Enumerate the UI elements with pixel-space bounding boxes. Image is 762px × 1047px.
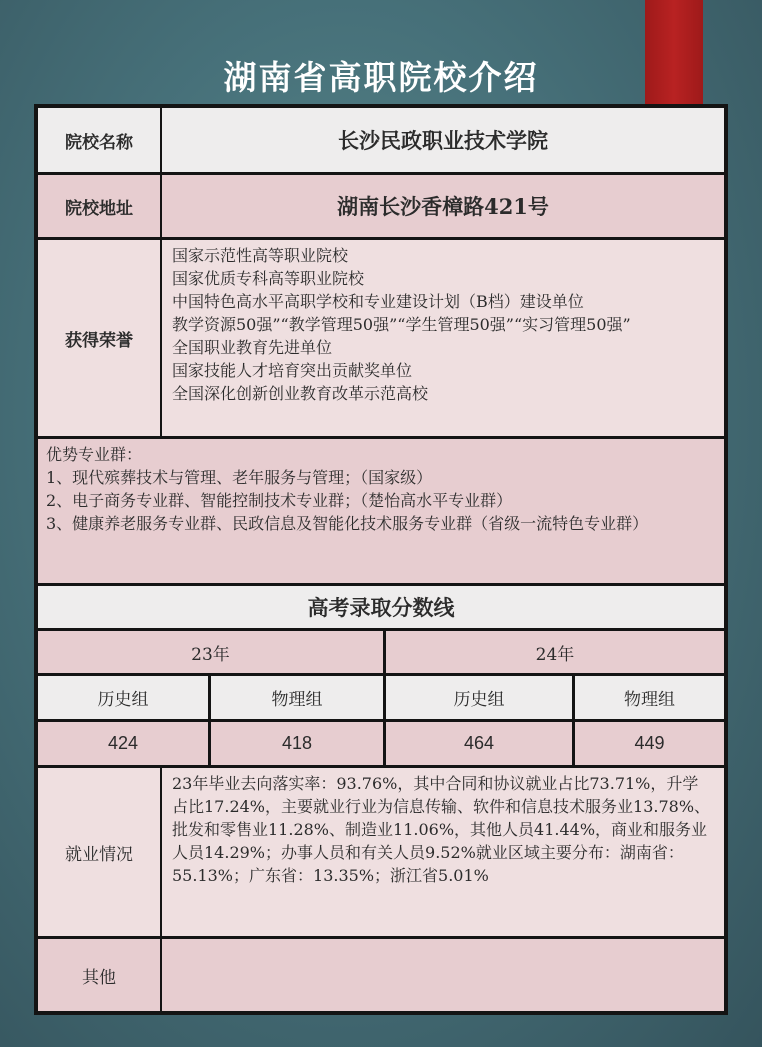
- score-value: 464: [386, 722, 572, 765]
- group-header: 物理组: [575, 676, 724, 719]
- score-value: 449: [575, 722, 724, 765]
- school-name-label: 院校名称: [38, 108, 160, 172]
- major-item: 1、现代殡葬技术与管理、老年服务与管理；（国家级）: [46, 468, 433, 487]
- year-header: 24年: [386, 631, 724, 673]
- honor-item: 全国职业教育先进单位: [172, 338, 333, 357]
- page-title: 湖南省高职院校介绍: [223, 58, 539, 97]
- majors-section: [38, 439, 724, 583]
- group-header: 物理组: [211, 676, 383, 719]
- group-header: 历史组: [386, 676, 572, 719]
- majors-heading: 优势专业群：: [46, 445, 143, 464]
- address-label: 院校地址: [38, 175, 160, 237]
- other-label: 其他: [38, 939, 160, 1011]
- score-value: 424: [38, 722, 208, 765]
- major-item: 2、电子商务专业群、智能控制技术专业群；（楚怡高水平专业群）: [46, 491, 513, 510]
- honors-list: [162, 240, 724, 436]
- school-info-table: [34, 104, 728, 1015]
- honor-item: 国家示范性高等职业院校: [172, 246, 349, 265]
- honor-item: 全国深化创新创业教育改革示范高校: [172, 384, 429, 403]
- school-name-value: 长沙民政职业技术学院: [162, 108, 724, 172]
- honors-label: 获得荣誉: [38, 240, 160, 436]
- group-header: 历史组: [38, 676, 208, 719]
- honor-item: 国家优质专科高等职业院校: [172, 269, 365, 288]
- score-value: 418: [211, 722, 383, 765]
- address-value: 湖南长沙香樟路421号: [162, 175, 724, 237]
- honor-item: 中国特色高水平高职学校和专业建设计划（B档）建设单位: [172, 292, 584, 311]
- scores-heading: 高考录取分数线: [38, 586, 724, 628]
- year-header: 23年: [38, 631, 383, 673]
- major-item: 3、健康养老服务专业群、民政信息及智能化技术服务专业群（省级一流特色专业群）: [46, 514, 649, 533]
- honor-item: 教学资源50强”“教学管理50强”“学生管理50强”“实习管理50强”: [172, 315, 631, 334]
- employment-text: 23年毕业去向落实率：93.76%，其中合同和协议就业占比73.71%，升学占比17.24%，主要就业行业为信息传输、软件和信息技术服务业13.78%、批发和零售业11.28%、制造业11.06%，其他人员41.44%，商业和服务业人员14.29%；办事人员和有关人员9.52%就业区域主要分布：湖南省：55.13%；广东省：13.35%；浙江省5.01%: [162, 768, 724, 936]
- employment-label: 就业情况: [38, 768, 160, 936]
- honor-item: 国家技能人才培育突出贡献奖单位: [172, 361, 413, 380]
- other-value: [162, 939, 724, 1011]
